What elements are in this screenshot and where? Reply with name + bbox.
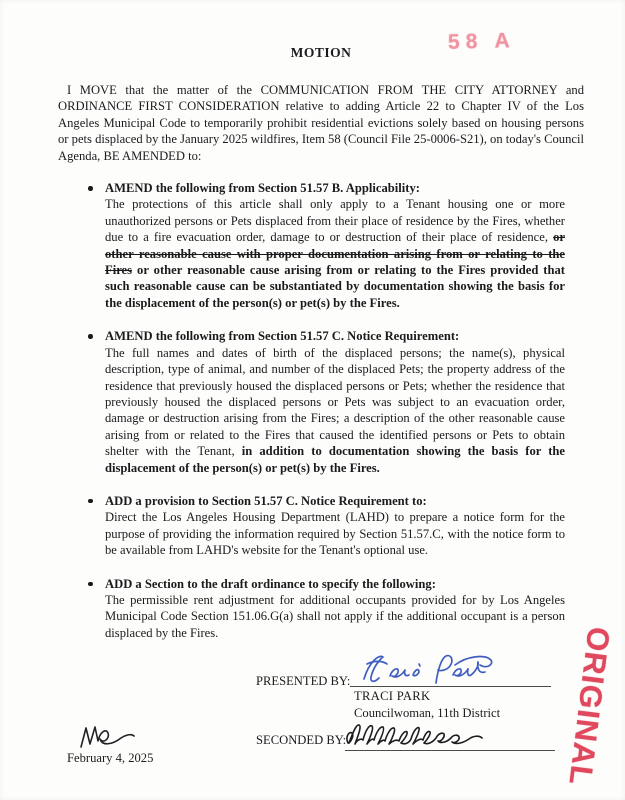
amendment-body [105,509,565,558]
clerk-initials-signature [76,723,138,750]
amendment-text-segment: Direct the Los Angeles Housing Department (LAHD) to prepare a notice form for the purpose of providing the information required by Section 51.57.C, with the notice form to be available from LAHD's website for the Tenant's optional use. [105,510,565,558]
amendment-body [105,592,565,641]
amendment-text-segment: The permissible rent adjustment for additional occupants provided for by Los Angeles Municipal Code Section 151.06.G(a) shall not apply if the additional occupant is a person displaced by the Fires. [105,592,565,640]
seconded-signature-line [345,750,555,751]
amendment-heading: ADD a provision to Section 51.57 C. Notice Requirement to: [105,493,427,508]
document-title: MOTION [290,45,352,60]
amendment-text-segment: The full names and dates of birth of the displaced persons; the name(s), physical description, type of animal, and number of the displaced Pets; the property address of the residence that previously housed the displaced persons or Pets; whether the residence that previously housed the displaced persons or Pets was subject to an evacuation order, damage or destruction arising from the Fires; a description of the other reasonable cause arising from or related to the Fires that caused the identified persons or Pets to obtain shelter with the Tenant, [105,345,565,459]
document-content [58,45,584,658]
presented-title: Councilwoman, 11th District [354,706,501,720]
seconded-by-label: SECONDED BY: [256,733,347,747]
original-stamp: ORIGINAL [562,624,617,788]
presented-by-label: PRESENTED BY: [256,674,351,688]
amendment-text-segment: or other reasonable cause arising from or relating to the Fires provided that such reasonable cause can be substantiated by documentation showing the basis for the displacement of the person(s) or pet(s) by the Fires. [105,263,565,310]
amendment-item-add-provision [105,493,565,559]
presented-name: TRACI PARK [354,689,431,703]
amendment-body [105,196,565,311]
presented-signature-line [350,686,551,687]
amendment-text-segment: in addition to documentation showing the basis for the displacement of the person(s) or pet(s) by the Fires. [105,444,565,475]
amendments-list [58,180,584,641]
amendment-item-applicability [105,180,565,311]
bullet-icon [88,186,93,191]
amendment-body [105,345,565,476]
bullet-icon [88,334,93,339]
amendment-heading: AMEND the following from Section 51.57 C. Notice Requirement: [105,329,460,344]
bullet-icon [88,499,93,504]
amendment-heading: ADD a Section to the draft ordinance to specify the following: [105,576,436,591]
agenda-item-number-stamp: 58 A [447,29,516,54]
amendment-item-add-section [105,576,565,642]
presented-signature [352,651,502,689]
struck-text-segment: or other reasonable cause with proper documentation arising from or relating to the Fires [105,230,565,278]
bullet-icon [88,582,93,587]
seconded-signature [342,721,487,753]
intro-paragraph: I MOVE that the matter of the COMMUNICATION FROM THE CITY ATTORNEY and ORDINANCE FIRST CONSIDERATION relative to adding Article 22 to Chapter IV of the Los Angeles Municipal Code to temporarily prohibit residential evictions solely based on housing persons or pets displaced by the January 2025 wildfires, Item 58 (Council File 25-0006-S21), on today's Council Agenda, BE AMENDED to: [58,83,584,163]
amendment-text-segment: The protections of this article shall only apply to a Tenant housing one or more unauthorized persons or Pets displaced from their place of residence by the Fires, whether due to a fire evacuation order, damage to or destruction of their place of residence, [105,197,565,245]
document-date: February 4, 2025 [67,751,154,765]
amendment-heading: AMEND the following from Section 51.57 B. Applicability: [105,181,420,196]
amendment-item-notice-requirement [105,328,565,476]
